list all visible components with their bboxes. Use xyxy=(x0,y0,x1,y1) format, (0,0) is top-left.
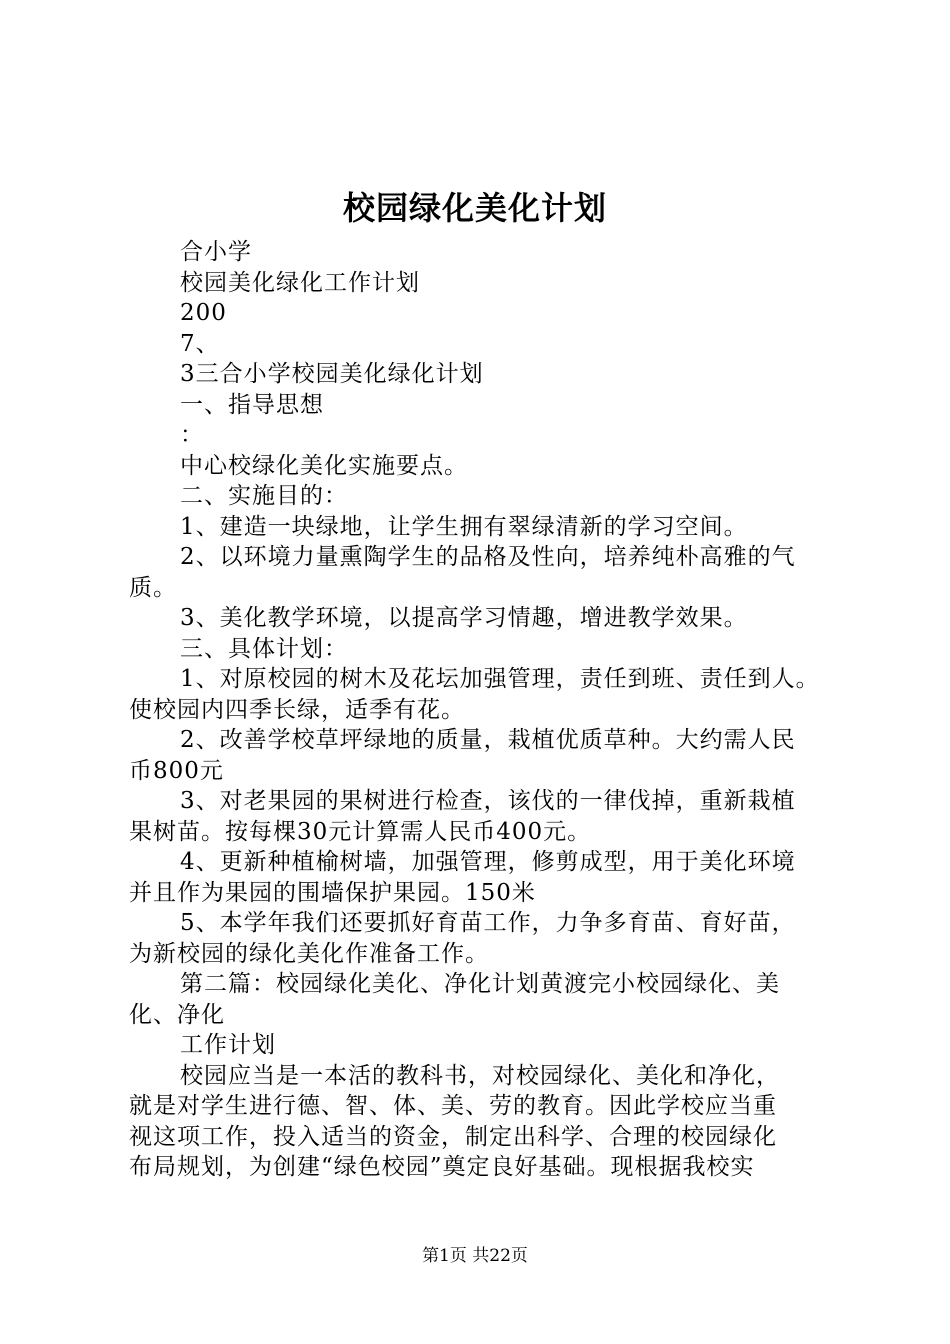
document-title: 校园绿化美化计划 xyxy=(342,189,607,227)
body-line: 工作计划 xyxy=(180,1032,276,1058)
body-line: 布局规划，为创建“绿色校园”奠定良好基础。现根据我校实 xyxy=(129,1154,755,1180)
body-line: 校园应当是一本活的教科书，对校园绿化、美化和净化， xyxy=(180,1062,780,1089)
body-line: 200 xyxy=(180,300,227,326)
body-line: 1、对原校园的树木及花坛加强管理，责任到班、责任到人。 xyxy=(180,666,820,692)
page-footer: 第1页 共22页 xyxy=(422,1246,528,1266)
body-line: 就是对学生进行德、智、体、美、劳的教育。因此学校应当重 xyxy=(129,1093,777,1119)
body-line: 使校园内四季长绿，适季有花。 xyxy=(129,696,465,723)
section-heading: 一、指导思想 xyxy=(180,391,324,418)
body-line: 2、改善学校草坪绿地的质量，栽植优质草种。大约需人民 xyxy=(180,727,796,753)
body-line: 化、净化 xyxy=(129,1001,225,1028)
body-line: 果树苗。按每棵30元计算需人民币400元。 xyxy=(129,818,592,845)
body-line: ： xyxy=(180,422,204,448)
body-line: 1、建造一块绿地，让学生拥有翠绿清新的学习空间。 xyxy=(180,513,748,540)
section-heading: 三、具体计划： xyxy=(180,635,348,662)
body-line: 5、本学年我们还要抓好育苗工作，力争多育苗、育好苗， xyxy=(180,910,796,936)
body-line: 质。 xyxy=(129,574,177,601)
document-body xyxy=(129,237,834,1183)
body-line: 并且作为果园的围墙保护果园。150米 xyxy=(129,879,536,906)
body-line: 校园美化绿化工作计划 xyxy=(180,269,420,296)
body-line: 视这项工作，投入适当的资金，制定出科学、合理的校园绿化 xyxy=(129,1123,777,1150)
body-line: 中心校绿化美化实施要点。 xyxy=(180,452,468,479)
body-line: 第二篇：校园绿化美化、净化计划黄渡完小校园绿化、美 xyxy=(180,971,780,997)
body-line: 3、美化教学环境，以提高学习情趣，增进教学效果。 xyxy=(180,605,748,631)
body-line: 3、对老果园的果树进行检查，该伐的一律伐掉，重新栽植 xyxy=(180,788,796,814)
body-line: 合小学 xyxy=(180,239,252,265)
body-line: 2、以环境力量熏陶学生的品格及性向，培养纯朴高雅的气 xyxy=(180,544,796,570)
body-line: 7、 xyxy=(180,330,220,357)
section-heading: 二、实施目的： xyxy=(180,483,348,509)
body-line: 为新校园的绿化美化作准备工作。 xyxy=(129,940,489,967)
body-line: 3三合小学校园美化绿化计划 xyxy=(180,361,484,387)
body-line: 币800元 xyxy=(129,757,224,784)
body-line: 4、更新种植榆树墙，加强管理，修剪成型，用于美化环境 xyxy=(180,849,796,875)
